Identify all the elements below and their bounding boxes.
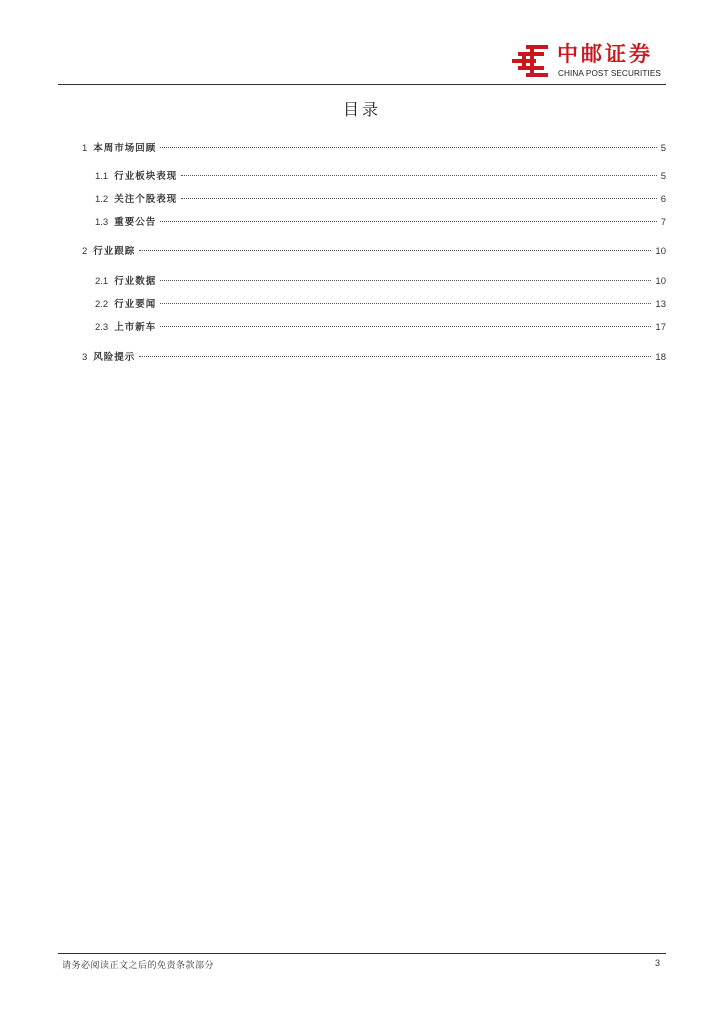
toc-leader-dots bbox=[160, 326, 651, 327]
footer-divider bbox=[58, 953, 666, 954]
toc-entry-number: 2.3 bbox=[95, 322, 109, 333]
toc-entry[interactable] bbox=[95, 170, 666, 184]
toc-entry-label: 行业跟踪 bbox=[93, 246, 136, 257]
toc-entry-number: 1.3 bbox=[95, 217, 109, 228]
toc-entry-number: 1.1 bbox=[95, 171, 109, 182]
toc-entry[interactable] bbox=[95, 321, 666, 335]
toc-entry-page: 10 bbox=[655, 246, 666, 257]
toc-entry-page: 13 bbox=[655, 299, 666, 310]
toc-leader-dots bbox=[181, 175, 656, 176]
toc-entry[interactable] bbox=[95, 298, 666, 312]
header-divider bbox=[58, 84, 666, 85]
toc-leader-dots bbox=[139, 356, 651, 357]
toc-entry-number: 1 bbox=[82, 143, 88, 154]
toc-title: 目录 bbox=[342, 100, 381, 119]
toc-entry-number: 2.1 bbox=[95, 276, 109, 287]
toc-entry-label: 关注个股表现 bbox=[114, 194, 178, 205]
toc-leader-dots bbox=[160, 221, 656, 222]
toc-entry-number: 2 bbox=[82, 246, 88, 257]
toc-entry-page: 5 bbox=[660, 143, 666, 154]
china-post-logo-icon bbox=[512, 45, 552, 81]
toc-entry-number: 3 bbox=[82, 352, 88, 363]
toc-entry-label: 风险提示 bbox=[93, 352, 136, 363]
toc-leader-dots bbox=[139, 250, 651, 251]
toc-entry-page: 7 bbox=[660, 217, 666, 228]
toc-entry-label: 本周市场回顾 bbox=[93, 143, 157, 154]
toc-leader-dots bbox=[160, 303, 651, 304]
toc-entry-page: 6 bbox=[660, 194, 666, 205]
toc-entry-label: 上市新车 bbox=[114, 322, 157, 333]
toc-entry-label: 行业要闻 bbox=[114, 299, 157, 310]
toc-leader-dots bbox=[181, 198, 656, 199]
toc-entry-page: 18 bbox=[655, 352, 666, 363]
toc-entry-label: 重要公告 bbox=[114, 217, 157, 228]
toc-leader-dots bbox=[160, 147, 656, 148]
toc-entry[interactable] bbox=[82, 351, 666, 365]
toc-entry-page: 5 bbox=[660, 171, 666, 182]
brand-name-cn: 中邮证券 bbox=[557, 42, 653, 66]
toc-entry[interactable] bbox=[82, 245, 666, 259]
footer-disclaimer: 请务必阅读正文之后的免责条款部分 bbox=[62, 961, 215, 971]
toc-entry[interactable] bbox=[82, 142, 666, 156]
toc-entry[interactable] bbox=[95, 275, 666, 289]
toc-entry-page: 10 bbox=[655, 276, 666, 287]
toc-entry-number: 2.2 bbox=[95, 299, 109, 310]
toc-leader-dots bbox=[160, 280, 651, 281]
toc-entry[interactable] bbox=[95, 216, 666, 230]
toc-entry-page: 17 bbox=[655, 322, 666, 333]
toc-entry-number: 1.2 bbox=[95, 194, 109, 205]
page-header bbox=[0, 0, 724, 86]
toc-entry-label: 行业数据 bbox=[114, 276, 157, 287]
footer-page-number: 3 bbox=[654, 958, 660, 968]
toc-entry-label: 行业板块表现 bbox=[114, 171, 178, 182]
toc-entry[interactable] bbox=[95, 193, 666, 207]
brand-name-en: CHINA POST SECURITIES bbox=[558, 69, 661, 78]
